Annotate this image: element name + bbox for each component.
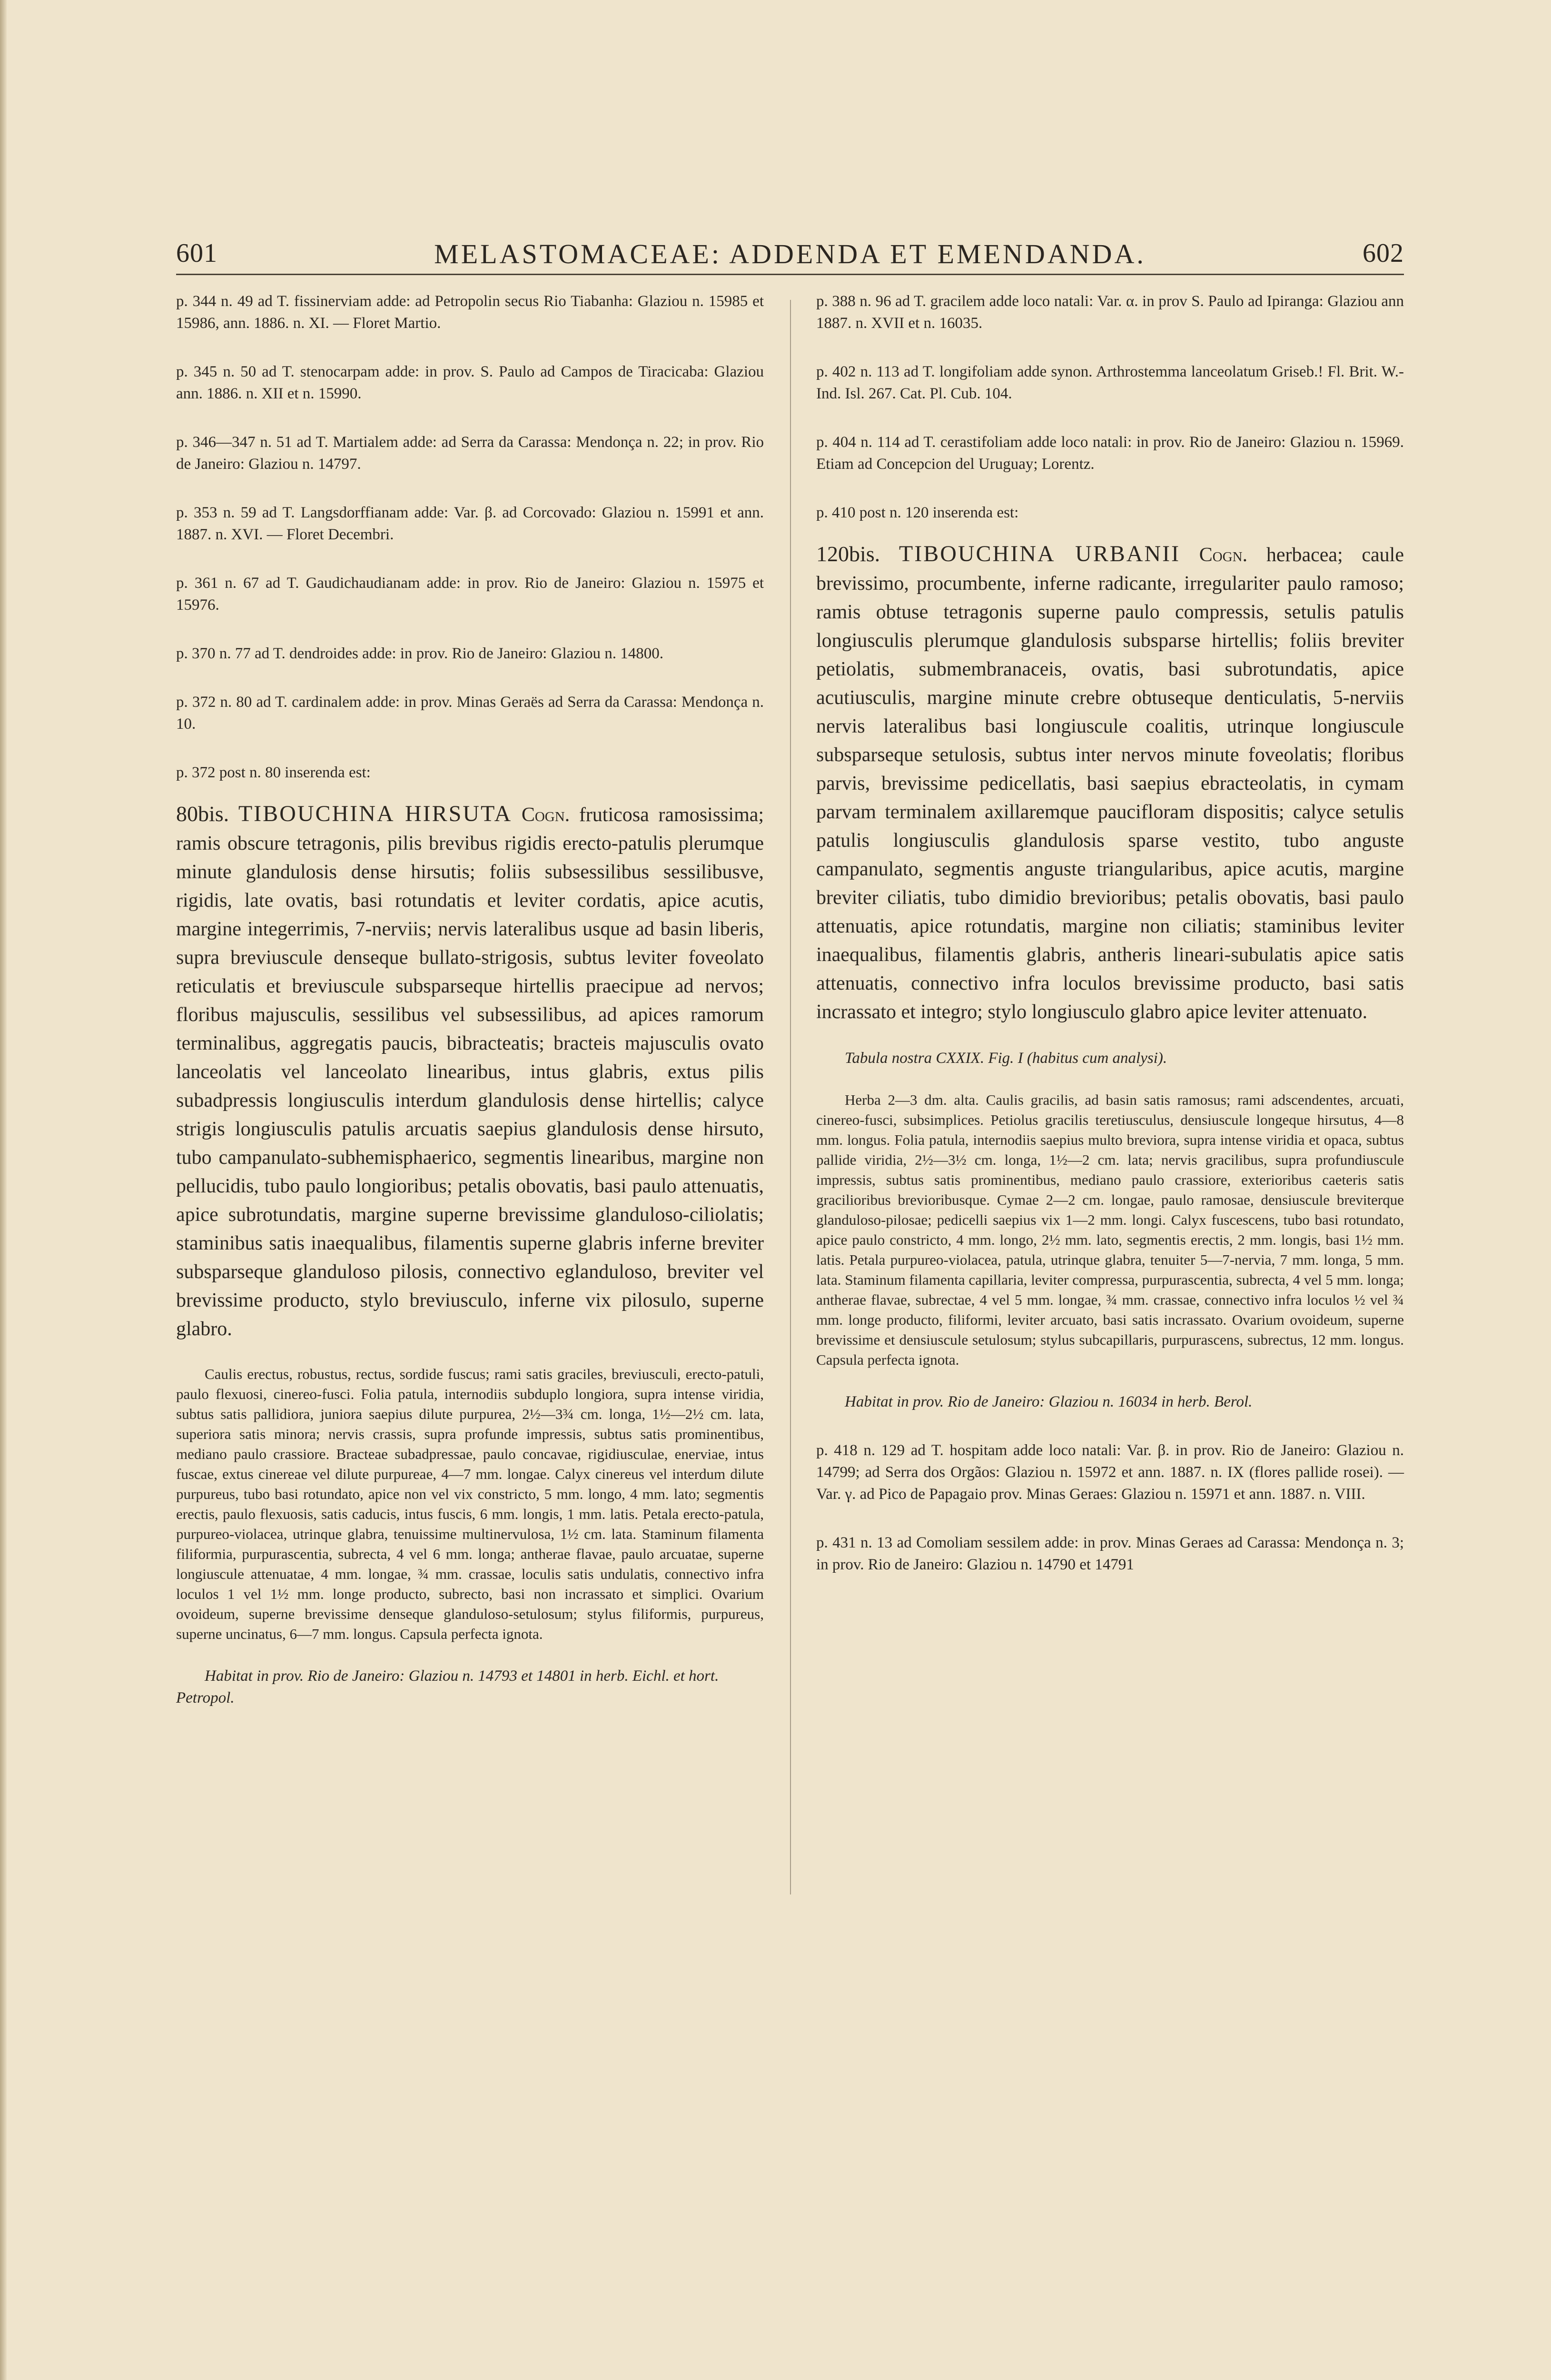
addendum-entry: p. 431 n. 13 ad Comoliam sessilem adde: in prov. Minas Geraes ad Carassa: Mendonça n. 3; in prov. Rio de Janeiro: Glaziou n. 14790 et 14791 (816, 1534, 1404, 1573)
addendum-entry: p. 345 n. 50 ad T. stenocarpam adde: in prov. S. Paulo ad Campos de Tiracicaba: Glaziou ann. 1886. n. XII et n. 15990. (176, 363, 764, 402)
page-edge (0, 0, 7, 2380)
species-number: 120bis. (816, 542, 880, 566)
header-rule (176, 274, 1404, 275)
addendum-entry: p. 388 n. 96 ad T. gracilem adde loco natali: Var. α. in prov S. Paulo ad Ipiranga: Glaziou ann 1887. n. XVII et n. 16035. (816, 293, 1404, 332)
diagnosis-text: fruticosa ramosissima; ramis obscure tetragonis, pilis brevibus rigidis erecto-patulis plerumque minute glandulosis dense hirsutis; foliis subsessilibus sessilibusve, rigidis, late ovatis, basi rotundatis et leviter cordatis, apice acutis, margine integerrimis, 7-nerviis; nervis lateralibus usque ad basin liberis, supra breviuscule denseque bullato-strigosis, subtus leviter foveolato reticulatis et breviuscule subsparseque hirtellis praecipue ad nervos; floribus majusculis, sessilibus vel subsessilibus, ad apices ramorum terminalibus, aggregatis paucis, bibracteatis; bracteis majusculis ovato lanceolatis vel lanceolato linearibus, intus glabris, extus pilis subadpressis longiusculis interdum glandulosis dense hirtellis; calyce strigis longiusculis patulis arcuatis saepius glandulosis dense hirsuto, tubo campanulato-subhemisphaerico, segmentis linearibus, margine non pellucidis, tubo paulo longioribus; petalis obovatis, basi paulo attenuatis, apice subrotundatis, margine superne brevissime glanduloso-ciliolatis; staminibus satis inaequalibus, filamentis superne glabris inferne breviter subsparseque glanduloso pilosis, connectivo eglanduloso, breviter vel brevissime producto, stylo breviusculo, inferne vix pilosulo, superne glabro. (176, 804, 764, 1340)
right-page-number: 602 (1363, 238, 1404, 268)
addendum-entry: p. 353 n. 59 ad T. Langsdorffianam adde: Var. β. ad Corcovado: Glaziou n. 15991 et ann. 1887. n. XVI. — Floret Decembri. (176, 504, 764, 543)
species-description: Herba 2—3 dm. alta. Caulis gracilis, ad basin satis ramosus; rami adscendentes, arcuati, cinereo-fusci, subsimplices. Petiolus gracilis teretiusculus, densiuscule longeque hirsutus, 4—8 mm. longus. Folia patula, internodiis saepius multo breviora, supra intense viridia et opaca, subtus pallide viridia, 2½—3½ cm. longa, 1½—2 cm. lata; nervis gracilibus, supra profundiuscule impressis, subtus satis prominentibus, mediano paulo crassiore, exterioribus caeteris satis gracilioribus brevioribusque. Cymae 2—2 cm. longae, paulo ramosae, densiuscule breviterque glanduloso-pilosae; pedicelli saepius vix 1—2 mm. longi. Calyx fuscescens, tubo basi rotundato, apice paulo constricto, 4 mm. longo, 2½ mm. lato, segmentis erectis, 2 mm. longis, basi 1½ mm. latis. Petala purpureo-violacea, patula, utrinque glabra, tenuiter 5—7-nervia, 7 mm. longa, 5 mm. lata. Staminum filamenta capillaria, leviter compressa, purpurascentia, subrecta, 4 vel 5 mm. longa; antherae flavae, subrectae, 4 vel 5 mm. longae, ¾ mm. crassae, connectivo infra loculos ½ vel ¾ mm. longe producto, filiformi, leviter arcuato, basi satis incrassato. Ovarium ovoideum, superne brevissime et densiuscule setulosum; stylus subcapillaris, purpurascens, subrectus, 12 mm. longus. Capsula perfecta ignota. (816, 1091, 1404, 1368)
plate-reference: Tabula nostra CXXIX. Fig. I (habitus cum analysi). (845, 1050, 1167, 1067)
left-page-number: 601 (176, 238, 217, 268)
addendum-entry: p. 418 n. 129 ad T. hospitam adde loco natali: Var. β. in prov. Rio de Janeiro: Glaziou n. 14799; ad Serra dos Orgãos: Glaziou n. 15972 et ann. 1887. n. IX (flores pallide rosei). — Var. γ. ad Pico de Papagaio prov. Minas Geraes: Glaziou n. 15971 et ann. 1887. n. VIII. (816, 1442, 1404, 1503)
addendum-entry: p. 361 n. 67 ad T. Gaudichaudianam adde: in prov. Rio de Janeiro: Glaziou n. 15975 et 15976. (176, 575, 764, 614)
habitat-note: Habitat in prov. Rio de Janeiro: Glaziou n. 16034 in herb. Berol. (845, 1393, 1253, 1410)
addendum-entry: p. 344 n. 49 ad T. fissinerviam adde: ad Petropolin secus Rio Tiabanha: Glaziou n. 15985 et 15986, ann. 1886. n. XI. — Floret Martio. (176, 293, 764, 332)
species-name: TIBOUCHINA URBANII (899, 541, 1181, 566)
habitat-note: Habitat in prov. Rio de Janeiro: Glaziou n. 14793 et 14801 in herb. Eichl. et hort. Petropol. (176, 1667, 719, 1706)
running-title: MELASTOMACEAE: ADDENDA ET EMENDANDA. (434, 238, 1146, 269)
right-column (816, 290, 1404, 1602)
species-diagnosis (176, 800, 764, 1343)
addendum-entry: p. 370 n. 77 ad T. dendroides adde: in prov. Rio de Janeiro: Glaziou n. 14800. (176, 645, 664, 662)
column-divider (790, 300, 791, 1894)
insertion-note: p. 372 post n. 80 inserenda est: (176, 764, 371, 781)
running-header (176, 238, 1404, 276)
addendum-entry: p. 404 n. 114 ad T. cerastifoliam adde loco natali: in prov. Rio de Janeiro: Glaziou n. 15969. Etiam ad Concepcion del Uruguay; Lorentz. (816, 434, 1404, 473)
species-name: TIBOUCHINA HIRSUTA (238, 801, 513, 826)
addendum-entry: p. 346—347 n. 51 ad T. Martialem adde: ad Serra da Carassa: Mendonça n. 22; in prov. Rio de Janeiro: Glaziou n. 14797. (176, 434, 764, 473)
species-number: 80bis. (176, 802, 229, 826)
species-diagnosis (816, 540, 1404, 1026)
species-author: Cogn. (1199, 544, 1248, 566)
addendum-entry: p. 402 n. 113 ad T. longifoliam adde synon. Arthrostemma lanceolatum Griseb.! Fl. Brit. W.-Ind. Isl. 267. Cat. Pl. Cub. 104. (816, 363, 1404, 402)
left-column (176, 290, 764, 1735)
species-description: Caulis erectus, robustus, rectus, sordide fuscus; rami satis graciles, breviusculi, erecto-patuli, paulo flexuosi, cinereo-fusci. Folia patula, internodiis subduplo longiora, supra intense viridia, subtus satis pallidiora, juniora saepius dilute purpurea, 2½—3¾ cm. longa, 1½—2½ cm. lata, superiora satis minora; nervis crassis, supra profunde impressis, subtus satis prominentibus, mediano paulo crassiore. Bracteae subadpressae, paulo concavae, rigidiusculae, enerviae, intus fuscae, extus cinereae vel dilute purpureae, 4—7 mm. longae. Calyx cinereus vel interdum dilute purpureus, tubo basi rotundato, apice non vel vix constricto, 5 mm. longo, 4 mm. lato; segmentis erectis, paulo flexuosis, satis caducis, intus fuscis, 6 mm. longis, 1 mm. latis. Petala erecto-patula, purpureo-violacea, utrinque glabra, tenuissime multinervulosa, 1½ cm. lata. Staminum filamenta filiformia, purpurascentia, subrecta, 4 vel 6 mm. longa; antherae flavae, paulo arcuatae, superne longiuscule attenuatae, 4 mm. longae, ¾ mm. crassae, loculis satis undulatis, connectivo infra loculos 1 vel 1½ mm. longe producto, subrecto, basi non incrassato et simplici. Ovarium ovoideum, superne brevissime denseque glanduloso-setulosum; stylus filiformis, purpureus, superne uncinatus, 6—7 mm. longus. Capsula perfecta ignota. (176, 1366, 764, 1642)
diagnosis-text: herbacea; caule brevissimo, procumbente, inferne radicante, irregulariter paulo ramoso; ramis obtuse tetragonis superne paulo compressis, setulis patulis longiusculis plerumque glandulosis subsparse hirtellis; foliis breviter petiolatis, submembranaceis, ovatis, basi subrotundatis, apice acutiusculis, margine minute crebre obtuseque denticulatis, 5-nerviis nervis lateralibus basi longiuscule coalitis, utrinque longiuscule subsparseque setulosis, subtus inter nervos minute foveolatis; floribus parvis, brevissime pedicellatis, basi saepius ebracteolatis, in cymam parvam terminalem axillaremque paucifloram dispositis; calyce setulis patulis longiusculis glandulosis sparse vestito, tubo anguste campanulato, segmentis anguste triangularibus, apice acutis, margine breviter ciliatis, tubo dimidio brevioribus; petalis obovatis, basi paulo attenuatis, apice rotundatis, margine non ciliatis; staminibus leviter inaequalibus, filamentis glabris, antheris lineari-subulatis apice satis attenuatis, connectivo infra loculos brevissime producto, basi satis incrassato et integro; stylo longiusculo glabro apice leviter attenuato. (816, 544, 1404, 1023)
species-author: Cogn. (521, 804, 570, 826)
addendum-entry: p. 372 n. 80 ad T. cardinalem adde: in prov. Minas Geraës ad Serra da Carassa: Mendonça n. 10. (176, 694, 764, 733)
insertion-note: p. 410 post n. 120 inserenda est: (816, 504, 1019, 521)
